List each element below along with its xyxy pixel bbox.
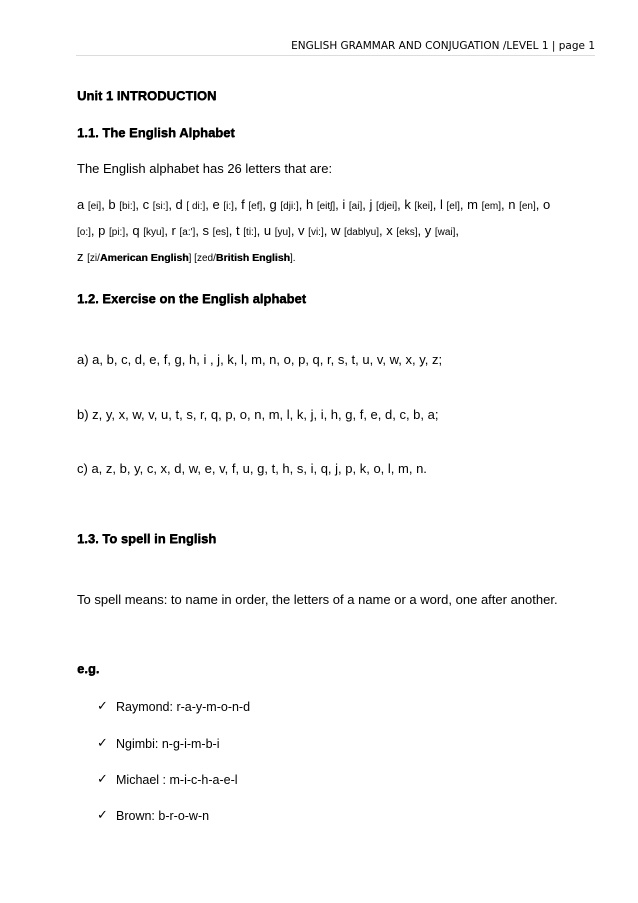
phonetic-transcription: [o:] <box>77 227 91 238</box>
alphabet-letter: d <box>175 197 187 212</box>
example-item: Michael : m-i-c-h-a-e-l <box>116 773 238 787</box>
separator: , <box>195 223 203 238</box>
separator: , <box>168 197 176 212</box>
check-icon: ✓ <box>97 772 108 787</box>
phonetic-transcription: [si:] <box>152 201 169 212</box>
alphabet-intro: The English alphabet has 26 letters that are: <box>77 161 333 176</box>
separator: , <box>459 197 468 212</box>
separator: , <box>455 223 460 238</box>
alphabet-letter: g <box>269 197 281 212</box>
alphabet-letter: i <box>342 197 349 212</box>
separator: , <box>432 197 441 212</box>
phonetic-transcription: [eks] <box>396 227 418 238</box>
separator: , <box>323 223 331 238</box>
alphabet-letter: j <box>369 197 376 212</box>
british-english-label: British English <box>215 252 290 264</box>
american-english-label: American English <box>99 252 189 264</box>
separator: , <box>256 223 264 238</box>
alphabet-letter: x <box>386 223 397 238</box>
example-item: Brown: b-r-o-w-n <box>116 809 210 823</box>
phonetic-transcription: [ef] <box>248 201 263 212</box>
separator: , <box>135 197 143 212</box>
phonetic-transcription: [ di:] <box>186 201 206 212</box>
separator: , <box>417 223 425 238</box>
alphabet-letter: o <box>543 197 551 212</box>
eg-label: e.g. <box>77 661 100 676</box>
phonetic-transcription: [kei] <box>414 201 433 212</box>
alphabet-letter: m <box>467 197 482 212</box>
separator: , <box>101 197 109 212</box>
alphabet-letter: k <box>404 197 415 212</box>
phonetic-transcription: [pi:] <box>108 227 126 238</box>
separator: , <box>501 197 509 212</box>
alphabet-line-1 <box>77 197 550 212</box>
check-icon: ✓ <box>97 736 108 751</box>
separator: , <box>262 197 270 212</box>
alphabet-letter: w <box>330 223 344 238</box>
alphabet-letter: a <box>77 197 88 212</box>
section-1-title: 1.1. The English Alphabet <box>77 125 235 140</box>
page-header: ENGLISH GRAMMAR AND CONJUGATION /LEVEL 1 | page 1 <box>291 40 595 52</box>
check-icon: ✓ <box>97 699 108 714</box>
alphabet-letter: h <box>305 197 317 212</box>
separator: , <box>90 223 99 238</box>
header-rule <box>76 55 595 56</box>
alphabet-line-2 <box>77 223 459 238</box>
alphabet-letter: c <box>142 197 153 212</box>
phonetic-transcription: [ei] <box>87 201 102 212</box>
phonetic-transcription: [vi:] <box>308 227 324 238</box>
separator: , <box>205 197 213 212</box>
section-2-title: 1.2. Exercise on the English alphabet <box>77 291 307 306</box>
separator: , <box>335 197 343 212</box>
unit-title: Unit 1 INTRODUCTION <box>77 88 217 103</box>
phonetic-transcription: [ti:] <box>243 227 257 238</box>
phonetic-transcription: [ai] <box>348 201 363 212</box>
phonetic-transcription: [el] <box>446 201 460 212</box>
phonetic-transcription: [yu] <box>274 227 291 238</box>
z-ipa-british: ] [zed/ <box>188 253 216 264</box>
exercise-b: b) z, y, x, w, v, u, t, s, r, q, p, o, n, m, l, k, j, i, h, g, f, e, d, c, b, a; <box>77 407 439 422</box>
phonetic-transcription: [bi:] <box>119 201 136 212</box>
separator: , <box>125 223 133 238</box>
alphabet-letter: u <box>263 223 275 238</box>
phonetic-transcription: [es] <box>212 227 229 238</box>
phonetic-transcription: [a:'] <box>179 227 196 238</box>
alphabet-letter: n <box>508 197 520 212</box>
separator: , <box>228 223 237 238</box>
exercise-a: a) a, b, c, d, e, f, g, h, i , j, k, l, m, n, o, p, q, r, s, t, u, v, w, x, y, z; <box>77 352 443 367</box>
separator: , <box>397 197 405 212</box>
alphabet-letter: b <box>108 197 120 212</box>
separator: , <box>535 197 544 212</box>
z-ipa-end: ]. <box>289 253 296 264</box>
section-3-title: 1.3. To spell in English <box>77 531 217 546</box>
separator: , <box>379 223 387 238</box>
alphabet-letter: p <box>98 223 109 238</box>
separator: , <box>164 223 172 238</box>
alphabet-letter: t <box>236 223 244 238</box>
alphabet-letter: f <box>241 197 249 212</box>
separator: , <box>298 197 306 212</box>
separator: , <box>290 223 299 238</box>
example-item: Raymond: r-a-y-m-o-n-d <box>116 700 251 714</box>
phonetic-transcription: [eitʃ] <box>316 201 336 212</box>
alphabet-letter: v <box>298 223 309 238</box>
alphabet-letter: y <box>424 223 435 238</box>
phonetic-transcription: [djei] <box>375 201 398 212</box>
phonetic-transcription: [dablyu] <box>343 227 379 238</box>
phonetic-transcription: [dji:] <box>280 201 299 212</box>
phonetic-transcription: [i:] <box>223 201 234 212</box>
alphabet-letter: q <box>132 223 144 238</box>
phonetic-transcription: [em] <box>481 201 502 212</box>
alphabet-letter: l <box>440 197 447 212</box>
check-icon: ✓ <box>97 808 108 823</box>
z-ipa-american: [zi/ <box>87 253 100 264</box>
phonetic-transcription: [wai] <box>434 227 456 238</box>
alphabet-letter: s <box>202 223 213 238</box>
separator: , <box>362 197 370 212</box>
alphabet-line-3 <box>77 249 296 264</box>
letter-z: z <box>77 249 84 264</box>
spell-definition: To spell means: to name in order, the letters of a name or a word, one after another. <box>77 592 558 607</box>
alphabet-letter: e <box>212 197 224 212</box>
phonetic-transcription: [en] <box>519 201 536 212</box>
exercise-c: c) a, z, b, y, c, x, d, w, e, v, f, u, g, t, h, s, i, q, j, p, k, o, l, m, n. <box>77 461 427 476</box>
example-item: Ngimbi: n-g-i-m-b-i <box>116 737 220 751</box>
separator: , <box>233 197 242 212</box>
alphabet-letter: r <box>171 223 180 238</box>
phonetic-transcription: [kyu] <box>143 227 165 238</box>
